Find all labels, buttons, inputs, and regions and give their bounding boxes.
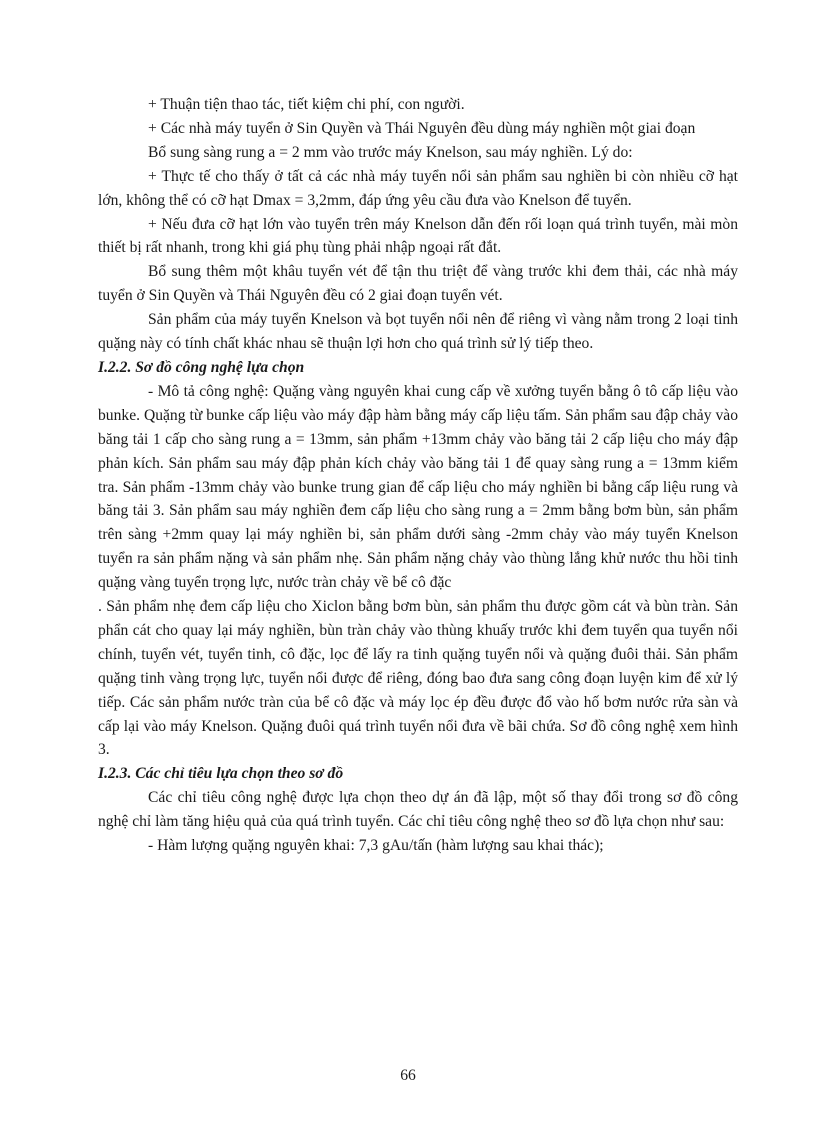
section-heading-1-2-3: I.2.3. Các chỉ tiêu lựa chọn theo sơ đồ bbox=[98, 765, 344, 783]
paragraph-screen-addition: Bổ sung sàng rung a = 2 mm vào trước máy Knelson, sau máy nghiền. Lý do: bbox=[148, 143, 633, 161]
paragraph-convenience: + Thuận tiện thao tác, tiết kiệm chi phí, con người. bbox=[148, 96, 465, 113]
paragraph-indicators-intro: Các chỉ tiêu công nghệ được lựa chọn theo dự án đã lập, một số thay đổi trong sơ đồ công nghệ chỉ làm tăng hiệu quả của quá trình tuyển. Các chỉ tiêu công nghệ theo sơ đồ lựa chọn như sau: bbox=[98, 789, 738, 831]
page-number: 66 bbox=[400, 1067, 416, 1084]
paragraph-ore-grade: - Hàm lượng quặng nguyên khai: 7,3 gAu/tấn (hàm lượng sau khai thác); bbox=[148, 837, 604, 855]
paragraph-crushing-stage: + Các nhà máy tuyển ở Sin Quyền và Thái Nguyên đều dùng máy nghiền một giai đoạn bbox=[148, 119, 696, 137]
paragraph-scavenging: Bổ sung thêm một khâu tuyển vét để tận thu triệt để vàng trước khi đem thải, các nhà máy tuyển ở Sin Quyền và Thái Nguyên đều có 2 giai đoạn tuyển vét. bbox=[98, 263, 738, 305]
paragraph-reason-2: + Nếu đưa cỡ hạt lớn vào tuyển trên máy Knelson dẫn đến rối loạn quá trình tuyển, mài mòn thiết bị rất nhanh, trong khi giá phụ tùng phải nhập ngoại rất đắt. bbox=[98, 215, 738, 257]
paragraph-products: Sản phẩm của máy tuyển Knelson và bọt tuyển nổi nên để riêng vì vàng nằm trong 2 loại tinh quặng này có tính chất khác nhau sẽ thuận lợi hơn cho quá trình sử lý tiếp theo. bbox=[98, 311, 738, 353]
page-body bbox=[98, 93, 738, 858]
paragraph-technology-description: - Mô tả công nghệ: Quặng vàng nguyên khai cung cấp về xưởng tuyển bằng ô tô cấp liệu vào bunke. Quặng từ bunke cấp liệu vào máy đập hàm bằng máy cấp liệu tấm. Sản phẩm sau đập chảy vào băng tải 1 cấp cho sàng rung a = 13mm, sản phẩm +13mm chảy vào băng tải 2 cấp liệu cho máy đập phản kích. Sản phẩm sau máy đập phản kích chảy vào băng tải 1 để quay sàng rung a = 13mm kiểm tra. Sản phẩm -13mm chảy vào bunke trung gian để cấp liệu cho máy nghiền bi bằng cấp liệu rung và băng tải 3. Sản phẩm sau máy nghiền đem cấp liệu cho sàng rung a = 2mm bằng bơm bùn, sản phẩm trên sàng +2mm quay lại máy nghiền bi, sản phẩm dưới sàng -2mm chảy vào máy tuyển Knelson tuyển ra sản phẩm nặng và sản phẩm nhẹ. Sản phẩm nặng chảy vào thùng lắng khử nước thu hồi tinh quặng vàng tuyển trọng lực, nước tràn chảy về bể cô đặc bbox=[98, 382, 738, 592]
paragraph-technology-continuation: . Sản phẩm nhẹ đem cấp liệu cho Xiclon bằng bơm bùn, sản phẩm thu được gồm cát và bùn tràn. Sản phẩn cát cho quay lại máy nghiền, bùn tràn chảy vào thùng khuấy trước khi đem tuyển qua tuyển nổi chính, tuyển vét, tuyển tinh, cô đặc, lọc để lấy ra tinh quặng tuyển nổi và quặng đuôi thải. Sản phẩm quặng tinh vàng trọng lực, tuyển nổi được để riêng, đóng bao đưa sang công đoạn luyện kim để xử lý tiếp. Các sản phẩm nước tràn của bể cô đặc và máy lọc ép đều được đổ vào hố bơm nước rửa sàn và cấp lại vào máy Knelson. Quặng đuôi quá trình tuyển nổi đưa về bãi chứa. Sơ đồ công nghệ xem hình 3. bbox=[98, 598, 738, 759]
section-heading-1-2-2: I.2.2. Sơ đồ công nghệ lựa chọn bbox=[98, 358, 305, 376]
paragraph-reason-1: + Thực tế cho thấy ở tất cả các nhà máy tuyển nổi sản phẩm sau nghiền bi còn nhiều cỡ hạt lớn, không thể có cỡ hạt Dmax = 3,2mm, đáp ứng yêu cầu đưa vào Knelson để tuyển. bbox=[98, 167, 738, 209]
